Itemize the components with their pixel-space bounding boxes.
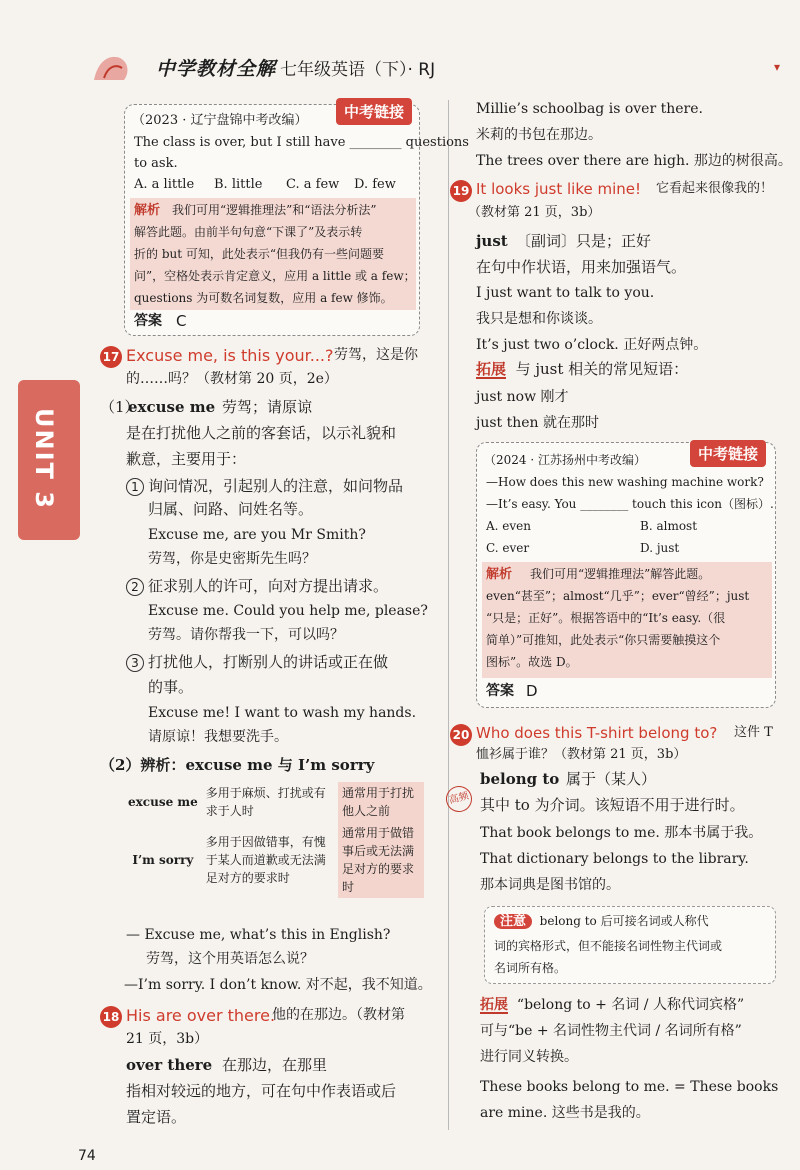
column-divider [448, 100, 449, 1130]
item19-meaning: 〔副词〕只是；正好 [516, 232, 652, 250]
circled-number-2: 2 [126, 578, 144, 596]
exam1-source: （2023 · 辽宁盘锦中考改编） [132, 113, 308, 128]
comparison-table [124, 782, 424, 898]
extension-label-2: 拓展 [480, 997, 508, 1013]
item18-desc1: 指相对较远的地方，可在句中作表语或后 [126, 1082, 397, 1100]
item17-title-en: Excuse me, is this your...? [126, 346, 334, 365]
note-line3: 名词所有格。 [494, 961, 567, 975]
item17-meaning: 劳驾；请原谅 [222, 398, 313, 416]
item17-use3-line2: 的事。 [148, 678, 194, 696]
exam2-analysis-line5: 图标”。故选 D。 [486, 655, 578, 669]
item18-title-en: His are over there. [126, 1006, 276, 1025]
header-mark-icon: ▾ [773, 60, 780, 74]
item17-use3-example-en: Excuse me! I want to wash my hands. [148, 705, 417, 721]
circled-number-3: 3 [126, 654, 144, 672]
item17-use2-line1: 2 征求别人的许可，向对方提出请求。 [126, 578, 388, 596]
page-number: 74 [78, 1148, 96, 1164]
item19-title-cn: 它看起来很像我的！ [656, 181, 774, 196]
item17-use2-example-en: Excuse me. Could you help me, please? [148, 603, 428, 619]
item19-example1-en: I just want to talk to you. [476, 285, 655, 301]
item17-term: excuse me [128, 398, 216, 416]
unit-tab-label: UNIT 3 [30, 408, 58, 510]
exam2-option-a[interactable]: A. even [486, 519, 532, 533]
item17-p2-head: （2）辨析：excuse me 与 I’m sorry [100, 756, 375, 774]
right-top-example-cn: 米莉的书包在那边。 [476, 127, 602, 143]
note-label: 注意 [494, 914, 532, 929]
item19-extension: 拓展 与 just 相关的常见短语： [476, 360, 689, 378]
item19-term: just [476, 232, 508, 250]
item17-use1-example-cn: 劳驾，你是史密斯先生吗？ [148, 551, 316, 567]
exam2-answer: D [526, 682, 538, 700]
item17-use3-line1: 3 打扰他人，打断别人的讲话或正在做 [126, 654, 388, 672]
item19-example2: It’s just two o’clock. 正好两点钟。 [476, 337, 708, 353]
exam1-analysis-line2: 解答此题。由前半句句意“下课了”及表示转 [134, 225, 363, 239]
item18-title-cn2: 21 页，3b） [126, 1031, 209, 1047]
item17-use1-line1: 1 询问情况，引起别人的注意，如问物品 [126, 478, 403, 496]
item17-p1-head: （1） [100, 398, 140, 416]
item17-dialog1-en: — Excuse me, what’s this in English? [126, 927, 391, 943]
item20-number-badge: 20 [450, 724, 472, 746]
item19-example1-cn: 我只是想和你谈谈。 [476, 311, 602, 327]
exam1-analysis-label: 解析 [134, 203, 161, 218]
item20-extension-line3: 进行同义转换。 [480, 1049, 578, 1065]
item20-term: belong to [480, 770, 560, 788]
table-row [124, 822, 424, 898]
exam1-option-c[interactable]: C. a few [286, 177, 340, 192]
book-subtitle: 七年级英语（下）· RJ [280, 60, 436, 80]
table-use-excuse-me: 通常用于打扰他人之前 [338, 782, 424, 822]
item18-title-cn: 他的在那边。（教材第 [272, 1007, 405, 1023]
item20-example3-en: These books belong to me. = These books [480, 1079, 779, 1095]
item17-use1-example-en: Excuse me, are you Mr Smith? [148, 527, 366, 543]
item20-desc: 其中 to 为介词。该短语不用于进行时。 [480, 796, 745, 814]
item20-title-cn: 这件 T [734, 725, 773, 740]
item17-dialog2: —I’m sorry. I don’t know. 对不起，我不知道。 [124, 977, 432, 993]
item20-example2-en: That dictionary belongs to the library. [480, 851, 749, 867]
table-label-excuse-me: excuse me [128, 795, 198, 809]
exam2-analysis-label: 解析 [486, 567, 513, 582]
exam1-question-line1: The class is over, but I still have ________ questions [134, 135, 469, 150]
item17-title-cn: 劳驾，这是你 [334, 347, 418, 363]
high-frequency-stamp: 高频 [443, 783, 475, 815]
table-row [124, 782, 424, 822]
table-desc-excuse-me: 多用于麻烦、打扰或有求于人时 [205, 786, 326, 818]
table-use-im-sorry: 通常用于做错事后或无法满足对方的要求时 [338, 822, 424, 898]
exam2-option-d[interactable]: D. just [640, 541, 680, 555]
item20-meaning: 属于（某人） [566, 770, 657, 788]
note-line1: 注意 belong to 后可接名词或人称代 [494, 914, 709, 929]
item18-term: over there [126, 1056, 213, 1074]
item17-use1-line2: 归属、问路、问姓名等。 [148, 500, 314, 518]
exam1-analysis-line5: questions 为可数名词复数，应用 a few 修饰。 [134, 291, 393, 305]
brand-logo-icon [90, 50, 134, 86]
exam1-option-a[interactable]: A. a little [134, 177, 195, 192]
item17-desc1: 是在打扰他人之前的客套话，以示礼貌和 [126, 424, 397, 442]
item17-number-badge: 17 [100, 346, 122, 368]
exam2-option-b[interactable]: B. almost [640, 519, 698, 533]
item20-title-en: Who does this T-shirt belong to? [476, 724, 718, 742]
table-desc-im-sorry: 多用于因做错事，有愧于某人而道歉或无法满足对方的要求时 [205, 835, 326, 885]
item18-number-badge: 18 [100, 1006, 122, 1028]
item18-desc2: 置定语。 [126, 1108, 187, 1126]
item18-meaning: 在那边，在那里 [222, 1056, 328, 1074]
exam2-source: （2024 · 江苏扬州中考改编） [484, 453, 646, 467]
exam-link-tag-2: 中考链接 [690, 440, 766, 467]
exam1-analysis-line4: 问”，空格处表示肯定意义，应用 a little 或 a few； [134, 269, 416, 283]
right-top-example2: The trees over there are high. 那边的树很高。 [476, 153, 792, 169]
table-label-im-sorry: I’m sorry [132, 853, 194, 867]
item20-example3-cn: are mine. 这些书是我的。 [480, 1105, 650, 1121]
page-header [90, 46, 780, 90]
exam2-answer-label: 答案 [486, 683, 514, 699]
extension-label: 拓展 [476, 360, 507, 378]
note-line2: 词的宾格形式，但不能接名词性物主代词或 [494, 939, 723, 953]
circled-number-1: 1 [126, 478, 144, 496]
exam1-analysis-line1: 我们可用“逻辑推理法”和“语法分析法” [172, 203, 377, 217]
exam2-question1: —How does this new washing machine work? [486, 475, 764, 489]
item20-title-cn2: 恤衫属于谁？（教材第 21 页，3b） [476, 747, 687, 762]
exam2-question2: —It’s easy. You ________ touch this icon（图标）. [486, 497, 774, 511]
item17-desc2: 歉意，主要用于： [126, 450, 247, 468]
exam1-option-d[interactable]: D. few [354, 177, 396, 192]
exam2-analysis-line2: even“甚至”；almost“几乎”；ever“曾经”；just [486, 589, 750, 603]
item19-source: （教材第 21 页，3b） [468, 205, 601, 220]
item19-title-en: It looks just like mine! [476, 180, 642, 198]
exam2-analysis-line1: 我们可用“逻辑推理法”解答此题。 [530, 567, 711, 581]
exam-link-tag-1: 中考链接 [336, 98, 412, 125]
item20-example2-cn: 那本词典是图书馆的。 [480, 877, 620, 893]
item17-use3-example-cn: 请原谅！我想要洗手。 [148, 729, 288, 745]
item17-dialog1-cn: 劳驾，这个用英语怎么说？ [146, 951, 314, 967]
item20-extension-line2: 可与“be + 名词性物主代词 / 名词所有格” [480, 1023, 742, 1039]
item19-phrase2: just then 就在那时 [476, 415, 600, 431]
exam1-option-b[interactable]: B. little [214, 177, 263, 192]
exam1-answer: C [176, 312, 187, 330]
item19-desc: 在句中作状语，用来加强语气。 [476, 258, 687, 276]
exam1-question-line2: to ask. [134, 156, 178, 171]
exam2-analysis-line4: 简单）”可推知，此处表示“你只需要触摸这个 [486, 633, 721, 647]
item17-use2-example-cn: 劳驾。请你帮我一下，可以吗？ [148, 627, 344, 643]
item17-title-cn2: 的……吗？（教材第 20 页，2e） [126, 371, 338, 387]
item20-example1: That book belongs to me. 那本书属于我。 [480, 825, 763, 841]
unit-side-tab[interactable] [18, 380, 80, 540]
exam1-answer-label: 答案 [134, 313, 162, 329]
exam1-analysis-line3: 折的 but 可知，此处表示“但我仍有一些问题要 [134, 247, 384, 261]
exam2-option-c[interactable]: C. ever [486, 541, 530, 555]
item19-number-badge: 19 [450, 180, 472, 202]
item20-extension-line1: 拓展 “belong to + 名词 / 人称代词宾格” [480, 997, 745, 1013]
exam2-analysis-line3: “只是；正好”。根据答语中的“It’s easy.（很 [486, 611, 726, 625]
right-top-example-en: Millie’s schoolbag is over there. [476, 101, 703, 117]
book-title: 中学教材全解 [156, 58, 277, 80]
item19-phrase1: just now 刚才 [476, 389, 569, 405]
